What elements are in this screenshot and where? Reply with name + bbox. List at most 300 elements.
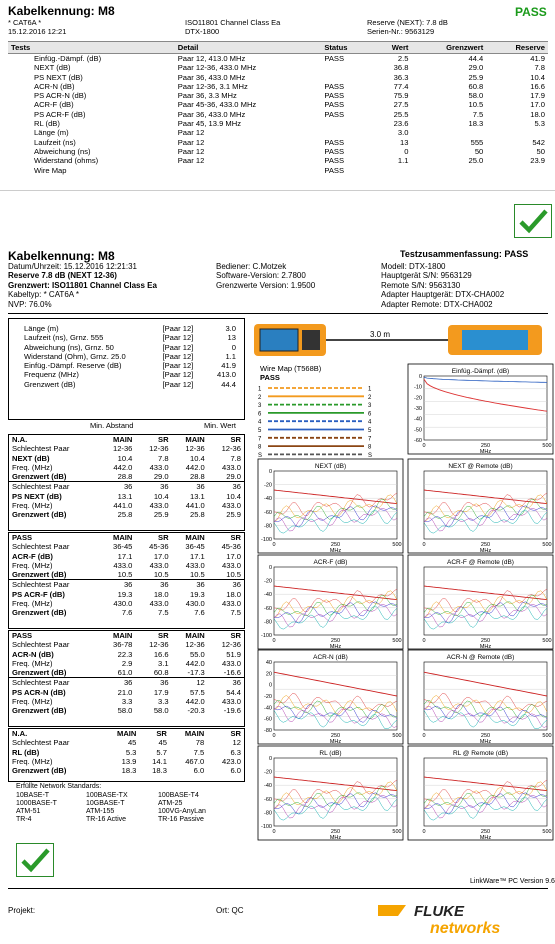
- acrn-block: [8, 630, 245, 727]
- standard-item: TR-16 Passive: [158, 816, 204, 823]
- block-cell: 14.1: [152, 756, 167, 766]
- basic-cell: [Paar 12]: [162, 324, 194, 333]
- block-cell: 36: [135, 482, 171, 492]
- block-cell: Freq. (MHz): [12, 599, 53, 609]
- block-cell: 433.0: [221, 560, 241, 570]
- table-cell: 5.3: [534, 119, 545, 129]
- x-tick: 250: [330, 638, 341, 644]
- standard-item: 10GBASE-T: [86, 800, 125, 807]
- standard-item: 100VG-AnyLan: [158, 808, 206, 815]
- table-cell: 50: [536, 146, 545, 156]
- col-header-0: Tests: [8, 42, 175, 54]
- table-cell: 36.8: [393, 63, 409, 73]
- block-cell: 36: [99, 580, 135, 590]
- block-cell: 10.5: [153, 570, 169, 580]
- basic-cell: [Paar 12]: [162, 333, 194, 343]
- top-datetime: 15.12.2016 12:21: [8, 27, 67, 36]
- standard-item: 100BASE-T4: [158, 792, 199, 799]
- block-cell: Freq. (MHz): [12, 501, 53, 511]
- block-cell: 78: [195, 738, 205, 748]
- col-header-1: Detail: [175, 42, 322, 54]
- x-tick: 250: [330, 829, 341, 835]
- table-row: [8, 110, 548, 119]
- block-cell: -16.6: [223, 668, 241, 678]
- block-cell: 36: [208, 482, 244, 492]
- col-header-2: Status: [321, 42, 372, 54]
- block-cell: 18.0: [153, 589, 169, 599]
- basic-cell: Widerstand (Ohm), Grnz. 25.0: [24, 351, 126, 361]
- block-cell: SR: [158, 533, 169, 542]
- block-row: [9, 510, 244, 519]
- table-cell: Paar 36, 3.3 MHz: [177, 91, 237, 101]
- block-cell: 433.0: [221, 599, 241, 609]
- y-tick: 20: [265, 671, 272, 678]
- y-tick: -40: [264, 783, 272, 790]
- summary-software: Software-Version: 2.7800: [216, 271, 306, 281]
- summary-adapter-main: Adapter Hauptgerät: DTX-CHA002: [381, 290, 505, 300]
- top-report: [0, 0, 555, 191]
- x-tick: 500: [392, 829, 402, 835]
- chart-title: ACR-N (dB): [313, 654, 348, 661]
- chart-title: ACR-N @ Remote (dB): [446, 654, 515, 661]
- table-cell: Laufzeit (ns): [34, 137, 76, 147]
- block-cell: Schlechtest Paar: [12, 738, 70, 748]
- y-tick: -60: [264, 716, 272, 723]
- block-row: [9, 590, 244, 599]
- block-cell: 36: [135, 580, 171, 590]
- table-cell: Paar 12: [177, 137, 205, 147]
- block-cell: 6.3: [230, 747, 241, 757]
- wiremap-title: Wire Map (T568B): [260, 364, 322, 373]
- table-cell: Abweichung (ns): [34, 146, 91, 156]
- basic-cell: [Paar 12]: [162, 379, 194, 389]
- table-cell: 29.0: [468, 63, 484, 73]
- basic-cell: Grenzwert (dB): [24, 379, 76, 389]
- standard-item: TR-4: [16, 816, 32, 823]
- block-cell: 6.0: [193, 766, 205, 776]
- x-tick: 500: [392, 638, 402, 644]
- wiremap-pin: S: [368, 452, 373, 459]
- table-cell: 17.0: [530, 100, 545, 110]
- y-tick: -80: [264, 523, 272, 530]
- block-cell: MAIN: [184, 729, 205, 738]
- table-row: [8, 91, 548, 100]
- x-tick: 0: [272, 542, 276, 548]
- block-cell: 22.3: [117, 649, 133, 659]
- block-cell: ACR-N (dB): [12, 649, 54, 659]
- y-tick: 0: [268, 469, 272, 475]
- y-tick: -100: [260, 824, 272, 830]
- block-cell: 25.9: [226, 510, 241, 520]
- block-cell: 60.8: [153, 668, 169, 678]
- block-row: [9, 501, 244, 510]
- table-cell: PASS: [324, 146, 345, 156]
- table-cell: 25.5: [393, 109, 409, 119]
- plot-area: [424, 471, 547, 539]
- block-cell: 12-36: [185, 640, 205, 650]
- acrf-block: [8, 532, 245, 629]
- block-row: [9, 640, 244, 649]
- table-cell: PS ACR-F (dB): [34, 109, 86, 119]
- y-tick: -20: [264, 694, 272, 700]
- block-cell: 58.0: [153, 706, 169, 716]
- block-cell: MAIN: [185, 631, 205, 640]
- standard-item: TR-16 Active: [86, 816, 127, 823]
- brand-text-2: networks: [430, 920, 501, 937]
- block-row: [9, 570, 244, 580]
- top-result: PASS: [515, 5, 547, 19]
- project-label: Projekt:: [8, 906, 36, 915]
- table-cell: 7.5: [472, 109, 484, 119]
- block-cell: 36-45: [185, 542, 205, 552]
- basic-cell: 0: [231, 342, 236, 352]
- chart-title: RL @ Remote (dB): [452, 750, 509, 757]
- table-row: [8, 147, 548, 156]
- x-tick: 250: [480, 638, 491, 644]
- block-cell: -17.3: [187, 668, 205, 678]
- block-cell: SR: [230, 729, 241, 738]
- table-cell: 17.9: [530, 91, 545, 101]
- plot-area: [424, 567, 547, 635]
- block-cell: Schlechtest Paar: [12, 444, 70, 454]
- pass-check-icon: [514, 204, 552, 238]
- block-cell: 13.1: [190, 491, 205, 501]
- x-tick: 250: [330, 542, 341, 548]
- summary-operator: Bediener: C.Motzek: [216, 262, 287, 271]
- block-cell: Schlechtest Paar: [9, 482, 99, 492]
- y-tick: -20: [414, 395, 422, 402]
- block-cell: N.A.: [12, 729, 28, 738]
- block-row: [9, 533, 244, 542]
- plot-area: [274, 662, 397, 730]
- col-header-5: Reserve: [486, 42, 548, 54]
- block-cell: 7.8: [230, 453, 241, 463]
- table-cell: 18.0: [530, 109, 545, 119]
- wiremap-pin: 6: [258, 411, 262, 418]
- block-row: [9, 435, 244, 444]
- block-cell: 12-36: [221, 640, 241, 650]
- standards-list: [16, 792, 216, 824]
- y-tick: -20: [264, 769, 272, 776]
- x-tick: 0: [422, 638, 426, 644]
- standard-item: 1000BASE-T: [16, 800, 57, 807]
- block-cell: SR: [230, 631, 241, 640]
- plot-area: [274, 567, 397, 635]
- block-cell: 10.5: [226, 570, 241, 580]
- block-cell: 28.8: [190, 472, 205, 482]
- x-tick: 500: [542, 638, 552, 644]
- y-tick: -60: [264, 605, 272, 612]
- block-row: [9, 599, 244, 608]
- block-cell: 12-36: [221, 444, 241, 454]
- y-tick: 0: [268, 682, 272, 689]
- block-cell: 25.8: [117, 510, 133, 520]
- block-row: [9, 650, 244, 659]
- table-cell: Wire Map: [34, 165, 67, 175]
- block-cell: SR: [230, 533, 241, 542]
- block-cell: RL (dB): [12, 747, 40, 757]
- table-cell: [321, 119, 372, 128]
- block-cell: 51.9: [226, 649, 241, 659]
- plot-area: [424, 758, 547, 826]
- wiremap-result: PASS: [260, 373, 280, 382]
- block-cell: 55.0: [190, 649, 205, 659]
- block-row: [9, 668, 244, 678]
- block-row: [9, 631, 244, 640]
- y-tick: -40: [414, 416, 422, 423]
- table-cell: Paar 12, 413.0 MHz: [177, 54, 246, 63]
- basic-cell: Abweichung (ns), Grnz. 50: [24, 342, 114, 352]
- table-cell: [175, 166, 322, 175]
- block-row: [9, 482, 244, 492]
- summary-reserve: Reserve 7.8 dB (NEXT 12-36): [8, 271, 117, 281]
- x-tick: 500: [542, 733, 552, 739]
- table-cell: 77.4: [393, 81, 409, 91]
- wiremap-pin: 2: [258, 394, 262, 401]
- block-cell: 433.0: [221, 697, 241, 707]
- wiremap-pin: 3: [258, 403, 262, 410]
- y-tick: -60: [414, 438, 422, 444]
- x-tick: 250: [480, 443, 491, 449]
- y-tick: -50: [414, 427, 422, 434]
- table-row: [8, 128, 548, 137]
- x-label: MHz: [329, 739, 342, 745]
- block-row: [9, 444, 244, 453]
- place-label: Ort: QC: [216, 906, 244, 915]
- basic-cell: Laufzeit (ns), Grnz. 555: [24, 333, 104, 343]
- block-cell: 45-36: [221, 542, 241, 552]
- basic-cell: 41.9: [221, 361, 236, 371]
- table-cell: ACR-N (dB): [34, 81, 75, 91]
- block-cell: 36: [208, 678, 244, 688]
- block-cell: 3.3: [121, 697, 133, 707]
- table-cell: [321, 73, 372, 82]
- block-cell: 3.3: [158, 697, 169, 707]
- block-cell: MAIN: [113, 435, 133, 444]
- block-cell: 423.0: [221, 756, 241, 766]
- top-standard: ISO11801 Channel Class Ea: [185, 18, 281, 27]
- basic-row: [21, 333, 239, 342]
- block-cell: Grenzwert (dB): [12, 668, 67, 678]
- chart-title: ACR-F (dB): [313, 559, 348, 566]
- chart-next: [258, 459, 403, 554]
- x-label: MHz: [479, 835, 492, 841]
- table-cell: [411, 166, 486, 175]
- table-cell: [321, 128, 372, 137]
- device-illustration: [252, 320, 547, 360]
- min-wert-label: Min. Wert: [204, 421, 236, 430]
- table-cell: 36.3: [393, 72, 409, 82]
- y-tick: -20: [264, 482, 272, 489]
- block-row: [9, 561, 244, 570]
- block-cell: PS ACR-N (dB): [12, 687, 66, 697]
- basic-cell: Einfüg.-Dämpf. Reserve (dB): [24, 361, 122, 371]
- table-cell: [411, 128, 486, 137]
- summary-main-sn: Hauptgerät S/N: 9563129: [381, 271, 472, 281]
- block-cell: 7.5: [158, 608, 169, 618]
- x-tick: 500: [542, 829, 552, 835]
- x-tick: 0: [272, 733, 276, 739]
- table-row: [8, 156, 548, 165]
- plot-area: [274, 758, 397, 826]
- block-row: [9, 463, 244, 472]
- chart-acrf_r: [408, 555, 553, 650]
- table-row: [8, 54, 548, 64]
- table-cell: Paar 36, 433.0 MHz: [177, 72, 246, 82]
- y-tick: -30: [414, 406, 422, 412]
- block-cell: 25.9: [153, 510, 169, 520]
- summary-remote-sn: Remote S/N: 9563130: [381, 280, 461, 290]
- block-cell: 433.0: [149, 462, 169, 472]
- standard-item: ATM-25: [158, 800, 183, 807]
- col-header-4: Grenzwert: [411, 42, 486, 54]
- basic-cell: 44.4: [221, 379, 236, 389]
- block-cell: 433.0: [149, 560, 169, 570]
- block-cell: 18.3: [121, 766, 137, 776]
- standard-item: ATM-155: [86, 808, 115, 815]
- wiremap-pin: S: [258, 452, 263, 459]
- table-cell: PS NEXT (dB): [34, 72, 83, 82]
- block-cell: PASS: [12, 533, 33, 542]
- x-tick: 0: [422, 829, 426, 835]
- standard-item: 10BASE-T: [16, 792, 50, 799]
- wiremap-pin: 7: [368, 436, 372, 443]
- block-row: [9, 472, 244, 482]
- wiremap-pin: 4: [368, 419, 372, 426]
- block-cell: 36: [208, 580, 244, 590]
- y-tick: -80: [264, 728, 272, 734]
- block-cell: 7.8: [158, 453, 169, 463]
- block-cell: 433.0: [221, 462, 241, 472]
- block-row: [9, 580, 244, 590]
- block-cell: 2.9: [121, 658, 133, 668]
- x-tick: 250: [330, 733, 341, 739]
- block-cell: 16.6: [153, 649, 169, 659]
- block-cell: 12-36: [185, 444, 205, 454]
- block-cell: 12: [232, 738, 241, 748]
- standard-item: 100BASE-TX: [86, 792, 128, 799]
- block-cell: Schlechtest Paar: [12, 640, 70, 650]
- block-cell: 21.0: [117, 687, 133, 697]
- block-cell: 18.0: [226, 589, 241, 599]
- block-cell: Schlechtest Paar: [9, 678, 99, 688]
- table-cell: 10.4: [530, 72, 545, 82]
- block-cell: SR: [156, 729, 167, 738]
- top-results-table: [8, 41, 548, 175]
- block-cell: 5.3: [125, 747, 137, 757]
- block-cell: 10.5: [117, 570, 133, 580]
- table-cell: Einfüg.-Dämpf. (dB): [34, 54, 102, 63]
- x-tick: 500: [392, 542, 402, 548]
- y-tick: 0: [268, 565, 272, 571]
- y-tick: -100: [260, 537, 272, 543]
- summary-title: Kabelkennung: M8: [8, 249, 115, 263]
- table-cell: PASS: [324, 91, 345, 101]
- block-cell: PS ACR-F (dB): [12, 589, 65, 599]
- block-cell: 10.4: [190, 453, 205, 463]
- chart-acrn_r: [408, 650, 553, 745]
- block-cell: 17.0: [226, 551, 241, 561]
- wiremap-pin: 7: [258, 436, 262, 443]
- wiremap-pin: 5: [258, 428, 262, 434]
- summary-limit: Grenzwert: ISO11801 Channel Class Ea: [8, 280, 157, 290]
- chart-title: NEXT (dB): [314, 463, 347, 470]
- chart-insertion: [408, 364, 553, 455]
- block-cell: 12-36: [149, 640, 169, 650]
- x-tick: 0: [272, 638, 276, 644]
- block-cell: 36-45: [112, 542, 133, 552]
- table-cell: 13: [399, 137, 409, 147]
- block-cell: 441.0: [113, 501, 133, 511]
- basic-cell: [Paar 12]: [162, 351, 194, 361]
- x-tick: 0: [422, 542, 426, 548]
- table-cell: Paar 12: [177, 156, 205, 166]
- block-cell: 36: [135, 678, 171, 688]
- block-row: [9, 678, 244, 688]
- table-cell: Paar 12: [177, 146, 205, 156]
- charts-area: [244, 362, 550, 840]
- block-cell: 54.4: [226, 687, 241, 697]
- block-cell: 12: [172, 678, 208, 688]
- min-abstand-label: Min. Abstand: [90, 421, 134, 430]
- block-cell: 36: [99, 482, 135, 492]
- block-cell: ACR-F (dB): [12, 551, 53, 561]
- summary-model: Modell: DTX-1800: [381, 262, 446, 271]
- table-cell: 18.3: [468, 119, 484, 129]
- top-title: Kabelkennung: M8: [8, 4, 115, 18]
- block-cell: 36: [172, 580, 208, 590]
- table-row: [8, 73, 548, 82]
- basic-cell: 413.0: [216, 370, 236, 380]
- block-row: [9, 492, 244, 501]
- block-row: [9, 542, 244, 551]
- table-cell: 16.6: [530, 81, 545, 91]
- chart-rl: [258, 746, 403, 841]
- col-header-3: Wert: [372, 42, 411, 54]
- chart-title: Einfüg.-Dämpf. (dB): [451, 368, 510, 375]
- wiremap-pin: 8: [258, 444, 262, 451]
- block-row: [9, 757, 244, 766]
- table-row: [8, 100, 548, 109]
- block-cell: 430.0: [113, 599, 133, 609]
- x-tick: 250: [480, 542, 491, 548]
- block-cell: NEXT (dB): [12, 453, 50, 463]
- table-cell: Paar 45, 13.9 MHz: [177, 119, 242, 129]
- top-reserve: Reserve (NEXT): 7.8 dB: [367, 18, 448, 27]
- y-tick: -80: [264, 810, 272, 817]
- basic-row: [21, 380, 239, 389]
- table-cell: 27.5: [393, 100, 409, 110]
- basic-cell: [Paar 12]: [162, 370, 194, 380]
- block-cell: MAIN: [185, 435, 205, 444]
- y-tick: -100: [260, 633, 272, 639]
- table-cell: 7.8: [534, 63, 545, 73]
- table-cell: PASS: [324, 165, 345, 175]
- block-cell: 10.5: [190, 570, 205, 580]
- table-cell: [486, 128, 548, 137]
- block-cell: 7.5: [193, 747, 205, 757]
- plot-area: [274, 471, 397, 539]
- block-cell: 17.1: [190, 551, 205, 561]
- table-row: [8, 82, 548, 91]
- table-cell: Paar 12: [177, 128, 205, 138]
- block-row: [9, 738, 244, 747]
- table-cell: PASS: [324, 100, 345, 110]
- wiremap-pin: 2: [368, 394, 372, 401]
- block-cell: 25.8: [190, 510, 205, 520]
- table-cell: PASS: [324, 109, 345, 119]
- block-cell: 29.0: [226, 472, 241, 482]
